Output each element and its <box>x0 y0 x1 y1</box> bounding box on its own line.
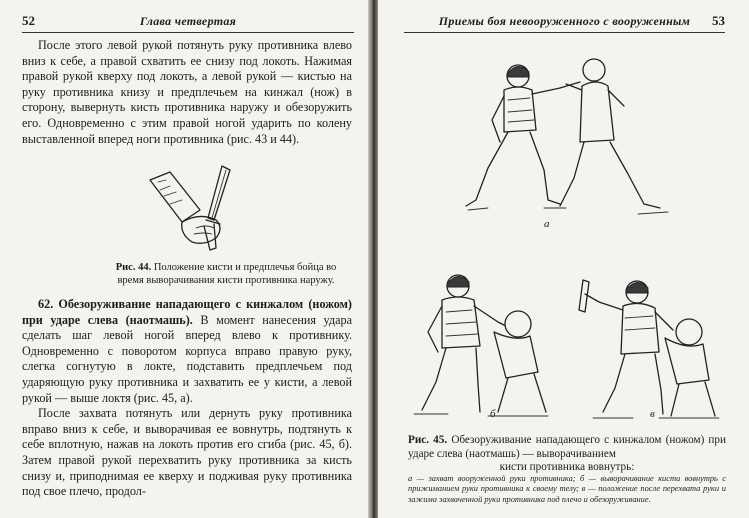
chapter-title: Глава четвертая <box>139 14 237 28</box>
paragraph-1-text: После этого левой рукой потянуть руку противника влево вниз к себе, а правой схватить ее снизу под локоть. Нажимая правой рукой кверху под локоть, а левой рукой — кистью на руку противника книзу и предплечьем на кинжал (нож) в сторону, вывернуть кисть противника наружу и обезоружить его. Одновременно с этим правой ногой ударить по колену выставленной вперед ноги противника (рис. 43 и 44). <box>22 38 352 146</box>
figure-44-caption <box>110 262 342 287</box>
page-number-right: 53 <box>712 13 725 28</box>
right-page <box>378 0 749 518</box>
right-running-head <box>404 10 725 33</box>
figure-45-caption-label: Рис. 45. <box>408 434 448 446</box>
figure-44-caption-text: Положение кисти и предплечья бойца во время выворачивания кисти противника наружу. <box>117 262 337 286</box>
section-62 <box>22 297 352 500</box>
figure-45-caption-line2: кисти противника вовнутрь: <box>499 461 635 474</box>
section-title: Приемы боя невооруженного с вооруженным <box>438 14 691 28</box>
figure-45b-label: б <box>490 408 496 420</box>
paragraph-1 <box>22 38 352 147</box>
section-62-text: В момент нанесения удара сделать шаг левой ногой вперед влево к противнику. Одновременно с поворотом корпуса вправо правую руку, слегка согнутую в локте, подставить предплечьем под ударяющую руку противника и захватить ее у кисти, а левой рукой — выше локтя (рис. 45, а). <box>22 312 352 405</box>
figure-44-caption-label: Рис. 44. <box>115 262 152 273</box>
left-running-head <box>22 10 354 33</box>
figure-45-caption <box>408 434 726 475</box>
figure-44-illustration <box>130 162 260 258</box>
paragraph-2-text: После захвата потянуть или дернуть руку противника вправо вниз к себе, и выворачивая ее вовнутрь, подтянуть к себе вплотную, нажав на локоть против его сгиба (рис. 45, б). Затем правой рукой перехватить руку противника за кисть снизу и, приподнимая ее кверху и подживая руку противника под свое плечо, продол- <box>22 406 352 499</box>
figure-45a-illustration <box>448 50 688 225</box>
page-number-left: 52 <box>22 13 35 28</box>
section-62-heading: 62. Обезоруживание нападающего с кинжалом (ножом) при ударе слева (наотмашь). <box>22 297 352 327</box>
book-gutter <box>368 0 378 518</box>
figure-45-caption-line1: Обезоруживание нападающего с кинжалом (ножом) при ударе слева (наотмашь) — выворачиванием <box>408 434 727 460</box>
figure-45b-illustration <box>398 262 558 422</box>
figure-45-legend: а — захват вооруженной руки противника; б — выворачивание кисти вовнутрь с прижиманием руки противника к своему телу; в — положение после перехвата руки и зажима захваченной руки противника под плечо и обезоруживание. <box>408 474 726 504</box>
section-62-body <box>22 297 352 406</box>
figure-45v-label: в <box>650 408 655 420</box>
left-page <box>0 0 368 518</box>
figure-45v-illustration <box>563 272 723 422</box>
figure-45a-label: а <box>544 218 550 230</box>
